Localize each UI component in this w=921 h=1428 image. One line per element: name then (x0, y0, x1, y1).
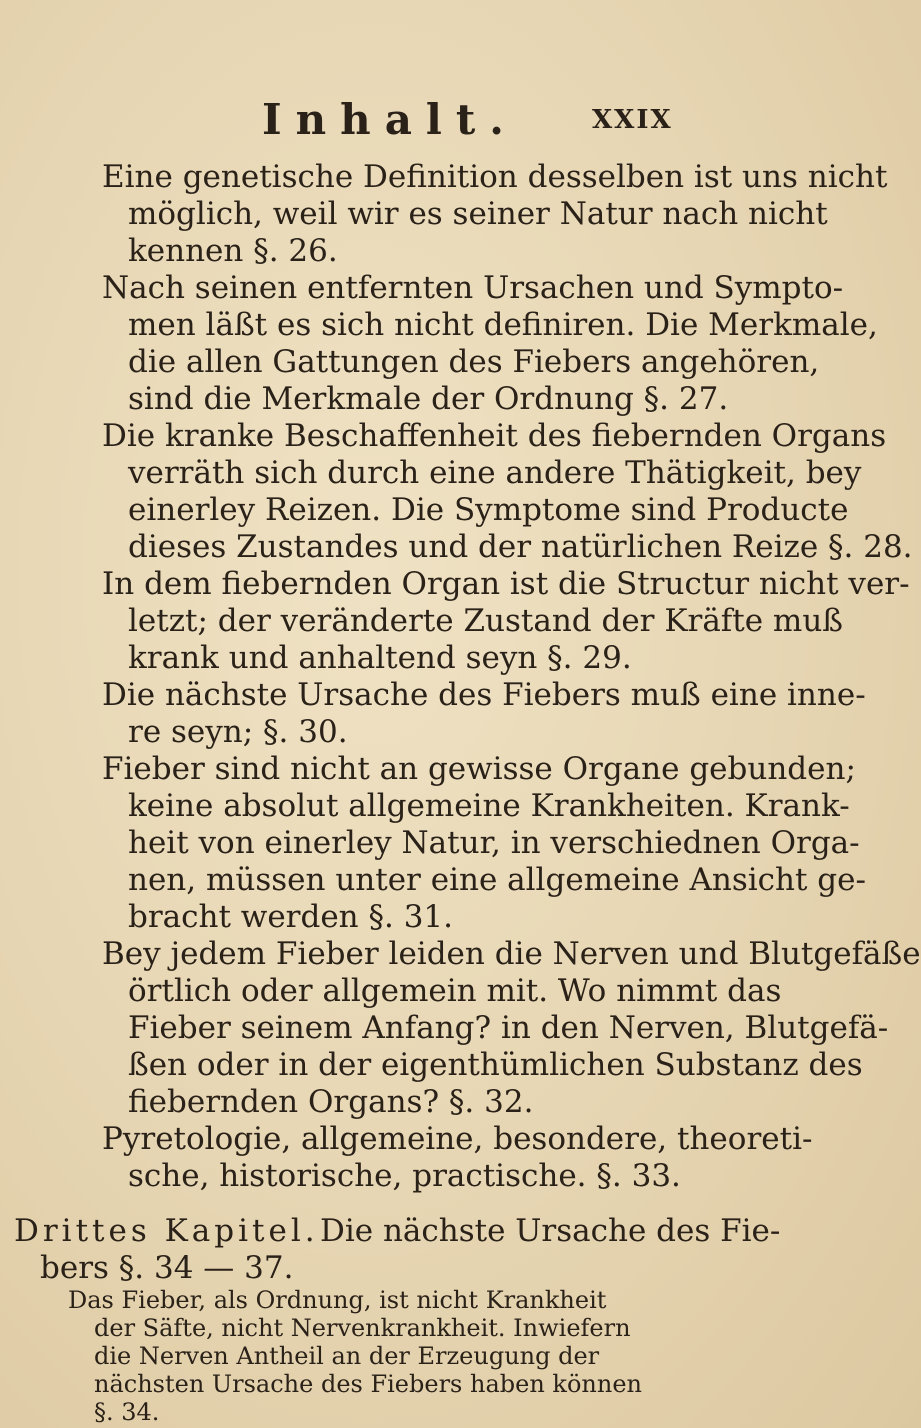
chapter-entry-1-line-5: §. 34. (94, 1398, 160, 1426)
chapter-entry-1-line-1: Das Fieber, als Ordnung, ist nicht Krankheit (68, 1286, 607, 1314)
chapter-entry-1-line-4: nächsten Ursache des Fiebers haben können (94, 1370, 642, 1398)
entry-8-line-1: Pyretologie, allgemeine, besondere, theoreti- (102, 1121, 813, 1157)
entry-3-line-1: Die kranke Beschaffenheit des fiebernden Organs (102, 418, 887, 454)
entry-2-line-2: men läßt es sich nicht definiren. Die Merkmale, (128, 307, 878, 343)
entry-4-line-3: krank und anhaltend seyn §. 29. (128, 640, 632, 676)
entry-6-line-3: heit von einerley Natur, in verschiednen Orga- (128, 825, 860, 861)
entry-7-line-4: ßen oder in der eigenthümlichen Substanz des (128, 1047, 863, 1083)
entry-6-line-1: Fieber sind nicht an gewisse Organe gebunden; (102, 751, 856, 787)
entry-2-line-1: Nach seinen entfernten Ursachen und Sympto- (102, 270, 844, 306)
chapter-entry-1-line-2: der Säfte, nicht Nervenkrankheit. Inwiefern (94, 1314, 631, 1342)
entry-6-line-5: bracht werden §. 31. (128, 899, 454, 935)
entry-4-line-2: letzt; der veränderte Zustand der Kräfte muß (128, 603, 843, 639)
page-header (0, 95, 800, 145)
chapter-heading: Drittes Kapitel. (14, 1213, 319, 1249)
entry-4-line-1: In dem fiebernden Organ ist die Structur nicht ver- (102, 566, 910, 602)
entry-1-line-1: Eine genetische Definition desselben ist uns nicht (102, 159, 888, 195)
entry-6-line-2: keine absolut allgemeine Krankheiten. Krank- (128, 788, 850, 824)
entry-5-line-2: re seyn; §. 30. (128, 714, 348, 750)
entry-7-line-3: Fieber seinem Anfang? in den Nerven, Blutgefä- (128, 1010, 889, 1046)
entry-7-line-5: fiebernden Organs? §. 32. (128, 1084, 534, 1120)
chapter-title-line-1: Die nächste Ursache des Fie- (320, 1213, 781, 1249)
entry-6-line-4: nen, müssen unter eine allgemeine Ansicht ge- (128, 862, 866, 898)
entry-8-line-2: sche, historische, practische. §. 33. (128, 1158, 681, 1194)
entry-2-line-4: sind die Merkmale der Ordnung §. 27. (128, 381, 729, 417)
chapter-title-line-2: bers §. 34 — 37. (40, 1250, 294, 1286)
entry-7-line-2: örtlich oder allgemein mit. Wo nimmt das (128, 973, 782, 1009)
entry-3-line-3: einerley Reizen. Die Symptome sind Producte (128, 492, 849, 528)
entry-1-line-2: möglich, weil wir es seiner Natur nach nicht (128, 196, 828, 232)
running-title: Inhalt. (262, 95, 518, 144)
entry-7-line-1: Bey jedem Fieber leiden die Nerven und Blutgefäße (102, 936, 921, 972)
entry-3-line-2: verräth sich durch eine andere Thätigkeit, bey (128, 455, 862, 491)
page-number: XXIX (592, 105, 673, 135)
chapter-entry-1-line-3: die Nerven Antheil an der Erzeugung der (94, 1342, 600, 1370)
entry-3-line-4: dieses Zustandes und der natürlichen Reize §. 28. (128, 529, 913, 565)
entry-5-line-1: Die nächste Ursache des Fiebers muß eine inne- (102, 677, 866, 713)
entry-2-line-3: die allen Gattungen des Fiebers angehören, (128, 344, 820, 380)
entry-1-line-3: kennen §. 26. (128, 233, 338, 269)
